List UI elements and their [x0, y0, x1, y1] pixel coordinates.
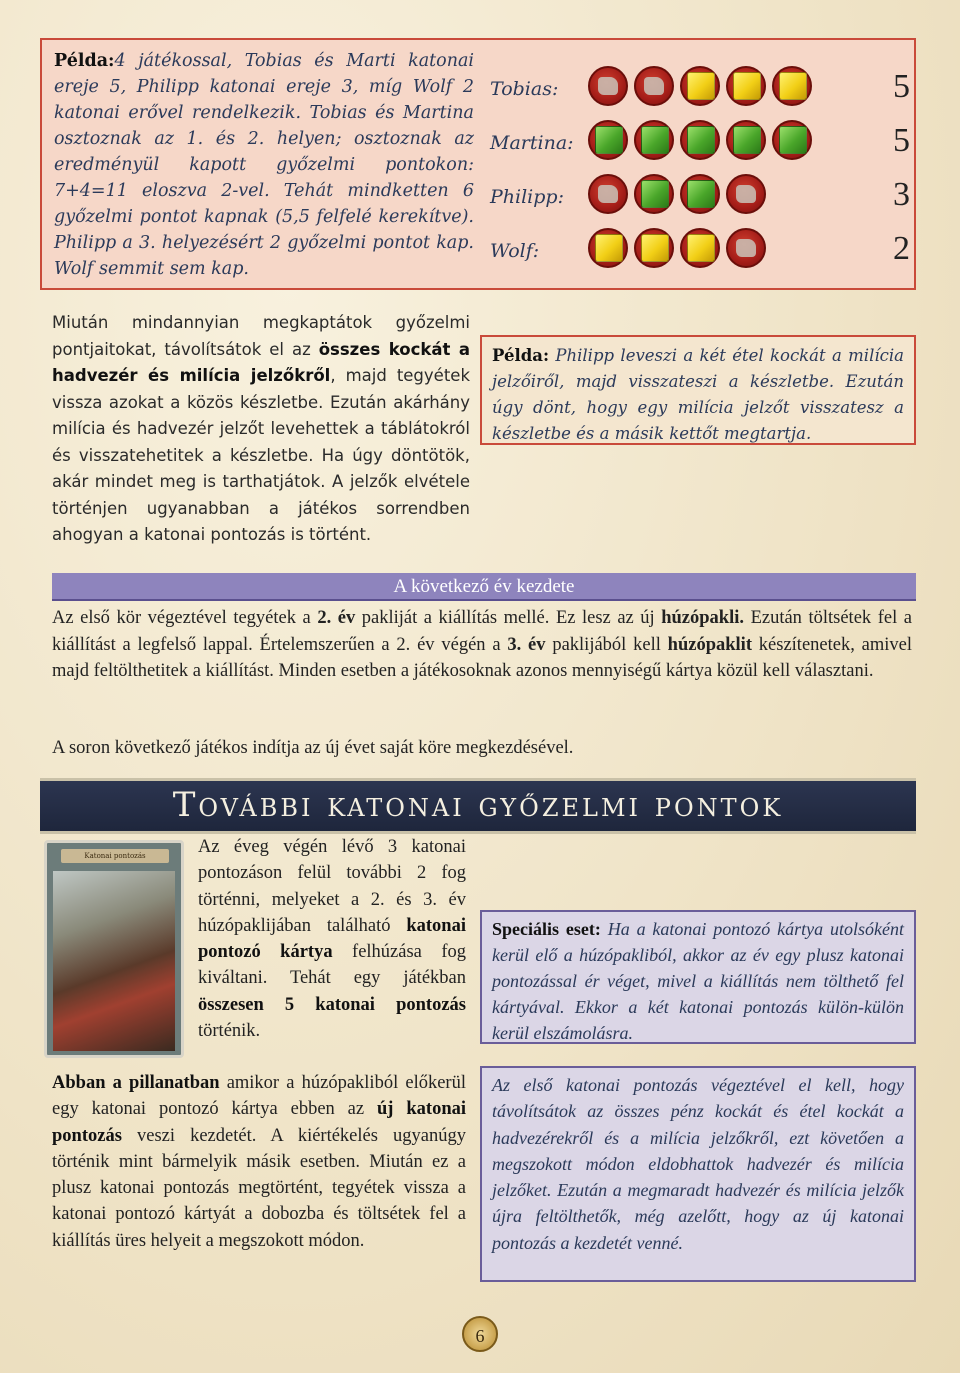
player-row-martina	[490, 120, 910, 172]
text-span: felhúzása fog kiváltani. Tehát egy játékban	[198, 942, 466, 989]
page-number: 6	[462, 1316, 498, 1352]
food-cube-icon	[687, 180, 715, 208]
example2-box	[480, 335, 916, 445]
militia-token-icon	[588, 120, 628, 160]
token-row	[588, 66, 812, 106]
bold-span: összesen 5 katonai pontozás	[198, 994, 466, 1015]
card-title: Katonai pontozás	[61, 849, 169, 863]
token-row	[588, 174, 766, 214]
food-cube-icon	[687, 126, 715, 154]
military-scoring-card-image	[44, 840, 184, 1058]
food-cube-icon	[641, 180, 669, 208]
militia-token-icon	[634, 120, 674, 160]
militia-token-icon	[680, 120, 720, 160]
militia-token-icon	[588, 228, 628, 268]
militia-token-icon	[588, 174, 628, 214]
token-row	[588, 120, 812, 160]
text-span: amikor a húzópakliból előkerül egy katonai pontozó kártya ebben az	[52, 1073, 466, 1120]
militia-token-icon	[680, 174, 720, 214]
bold-span: új katonai pontozás	[52, 1099, 466, 1146]
text-span: történik.	[198, 1021, 261, 1042]
militia-token-icon	[726, 174, 766, 214]
militia-token-icon	[772, 66, 812, 106]
player-name: Tobias:	[490, 78, 559, 100]
section-title: További katonai győzelmi pontok	[172, 785, 784, 825]
player-score: 2	[893, 230, 910, 267]
militia-token-icon	[726, 120, 766, 160]
militia-token-icon	[726, 66, 766, 106]
bold-span: húzópaklit	[667, 634, 752, 655]
food-cube-icon	[641, 126, 669, 154]
player-name: Wolf:	[490, 240, 540, 262]
militia-token-icon	[634, 228, 674, 268]
text-span: Az első kör végeztével tegyétek a	[52, 608, 318, 628]
example-label: Példa:	[54, 51, 115, 71]
next-player-paragraph: A soron következő játékos indítja az új évet saját köre megkezdésével.	[52, 738, 574, 758]
text-span: Az éveg végén lévő 3 katonai pontozáson felül további 2 fog történni, melyeket a 2. és 3. év húzópaklijában található	[198, 837, 466, 936]
bold-span: 3. év	[507, 634, 546, 655]
gold-cube-icon	[595, 234, 623, 262]
militia-token-icon	[680, 66, 720, 106]
note-box: Az első katonai pontozás végeztével el kell, hogy távolítsátok az összes pénz kockát és étel kockát a hadvezérekről és a milícia jelzőkről, ezt követően a megszokott módon eldobhattok hadvezér és milícia jelzőket. Ezután a megmaradt hadvezér és milícia jelzők újra feltölthetők, még azelőtt, hogy az új katonai pontozás a kezdetét venné.	[480, 1066, 916, 1282]
militia-token-icon	[634, 66, 674, 106]
example-label: Példa:	[492, 346, 550, 365]
new-year-paragraph	[52, 605, 912, 685]
militia-token-icon	[772, 120, 812, 160]
scoring-moment-paragraph	[52, 1070, 466, 1254]
special-text: Ha a katonai pontozó kártya utolsóként kerül elő a húzópakliból, akkor az év egy plusz katonai pontozással ér véget, mivel a kiállítás nem tölthető fel kártyával. Ekkor a két katonai pontozás külön-külön kerül elszámolásra.	[492, 919, 904, 1043]
example-box	[40, 38, 916, 290]
text-span: készítenetek, amivel majd feltölthetitek a kiállítást. Minden esetben a játékosoknak azonos mennyiségű kártya közül kell választani.	[52, 634, 912, 681]
text-span: paklijából kell	[545, 634, 668, 655]
player-score: 3	[893, 176, 910, 213]
food-cube-icon	[779, 126, 807, 154]
text-span: , majd tegyétek vissza azokat a közös készletbe. Ezután akárhány milícia és hadvezér jelzőt levehettek a táblátokról és visszatehetitek a készletbe. Ha úgy döntötök, akár mindet meg is tarthatjátok. A jelzők elvétele történjen ugyanabban a játékos sorrendben ahogyan a katonai pontozás is történt.	[52, 366, 471, 544]
gold-cube-icon	[687, 72, 715, 100]
token-row	[588, 228, 766, 268]
militia-token-icon	[680, 228, 720, 268]
example-text	[54, 48, 474, 282]
player-score: 5	[893, 68, 910, 105]
cleanup-paragraph	[52, 310, 470, 549]
example-body: Philipp leveszi a két étel kockát a milícia jelzőiről, majd visszateszi a készletbe. Ezután úgy dönt, hogy egy milícia jelzőt visszatesz a készletbe és a másik kettőt megtartja.	[492, 346, 904, 443]
bold-span: 2. év	[317, 608, 356, 628]
militia-token-icon	[634, 174, 674, 214]
gold-cube-icon	[687, 234, 715, 262]
bold-span: húzópakli.	[661, 608, 745, 628]
card-artwork	[53, 871, 175, 1051]
text-span: veszi kezdetét. A kiértékelés ugyanúgy történik mint bármelyik másik esetben. Miután ez a plusz katonai pontozás megtörtént, tegyétek vissza a katonai pontozó kártyát a dobozba és töltsétek fel a kiállítás üres helyeit a megszokott módon.	[52, 1125, 466, 1251]
player-row-philipp	[490, 174, 910, 226]
player-name: Philipp:	[490, 186, 564, 208]
bold-span: katonai pontozó kártya	[198, 915, 466, 963]
player-row-tobias	[490, 66, 910, 118]
player-score: 5	[893, 122, 910, 159]
text-span: pakliját a kiállítás mellé. Ez lesz az új	[355, 608, 662, 628]
example-body: 4 játékossal, Tobias és Marti katonai ereje 5, Philipp katonai ereje 3, míg Wolf 2 katonai erővel rendelkezik. Tobias és Martina osztoznak az 1. és 2. helyen; osztoznak az eredményül kapott győzelmi pontokon: 7+4=11 eloszva 2-vel. Tehát mindketten 6 győzelmi pontot kapnak (5,5 felfelé kerekítve). Philipp a 3. helyezésért 2 győzelmi pontot kap. Wolf semmit sem kap.	[54, 51, 474, 279]
gold-cube-icon	[733, 72, 761, 100]
extra-scoring-paragraph	[198, 834, 466, 1044]
food-cube-icon	[595, 126, 623, 154]
militia-token-icon	[588, 66, 628, 106]
bold-span: összes kockát a hadvezér és milícia jelzőkről	[52, 339, 470, 385]
food-cube-icon	[733, 126, 761, 154]
text-span: Ezután töltsétek fel a kiállítást a legfelső lappal. Értelemszerűen a 2. év végén a	[52, 608, 912, 655]
text-span: Miután mindannyian megkaptátok győzelmi pontjaitokat, távolítsátok el az	[52, 313, 470, 359]
special-case-box	[480, 910, 916, 1044]
bold-span: Abban a pillanatban	[52, 1073, 220, 1093]
gold-cube-icon	[641, 234, 669, 262]
section-title-banner	[40, 778, 916, 834]
gold-cube-icon	[779, 72, 807, 100]
special-label: Speciális eset:	[492, 919, 601, 939]
section-banner: A következő év kezdete	[52, 573, 916, 601]
player-name: Martina:	[490, 132, 574, 154]
player-row-wolf	[490, 228, 910, 280]
militia-token-icon	[726, 228, 766, 268]
